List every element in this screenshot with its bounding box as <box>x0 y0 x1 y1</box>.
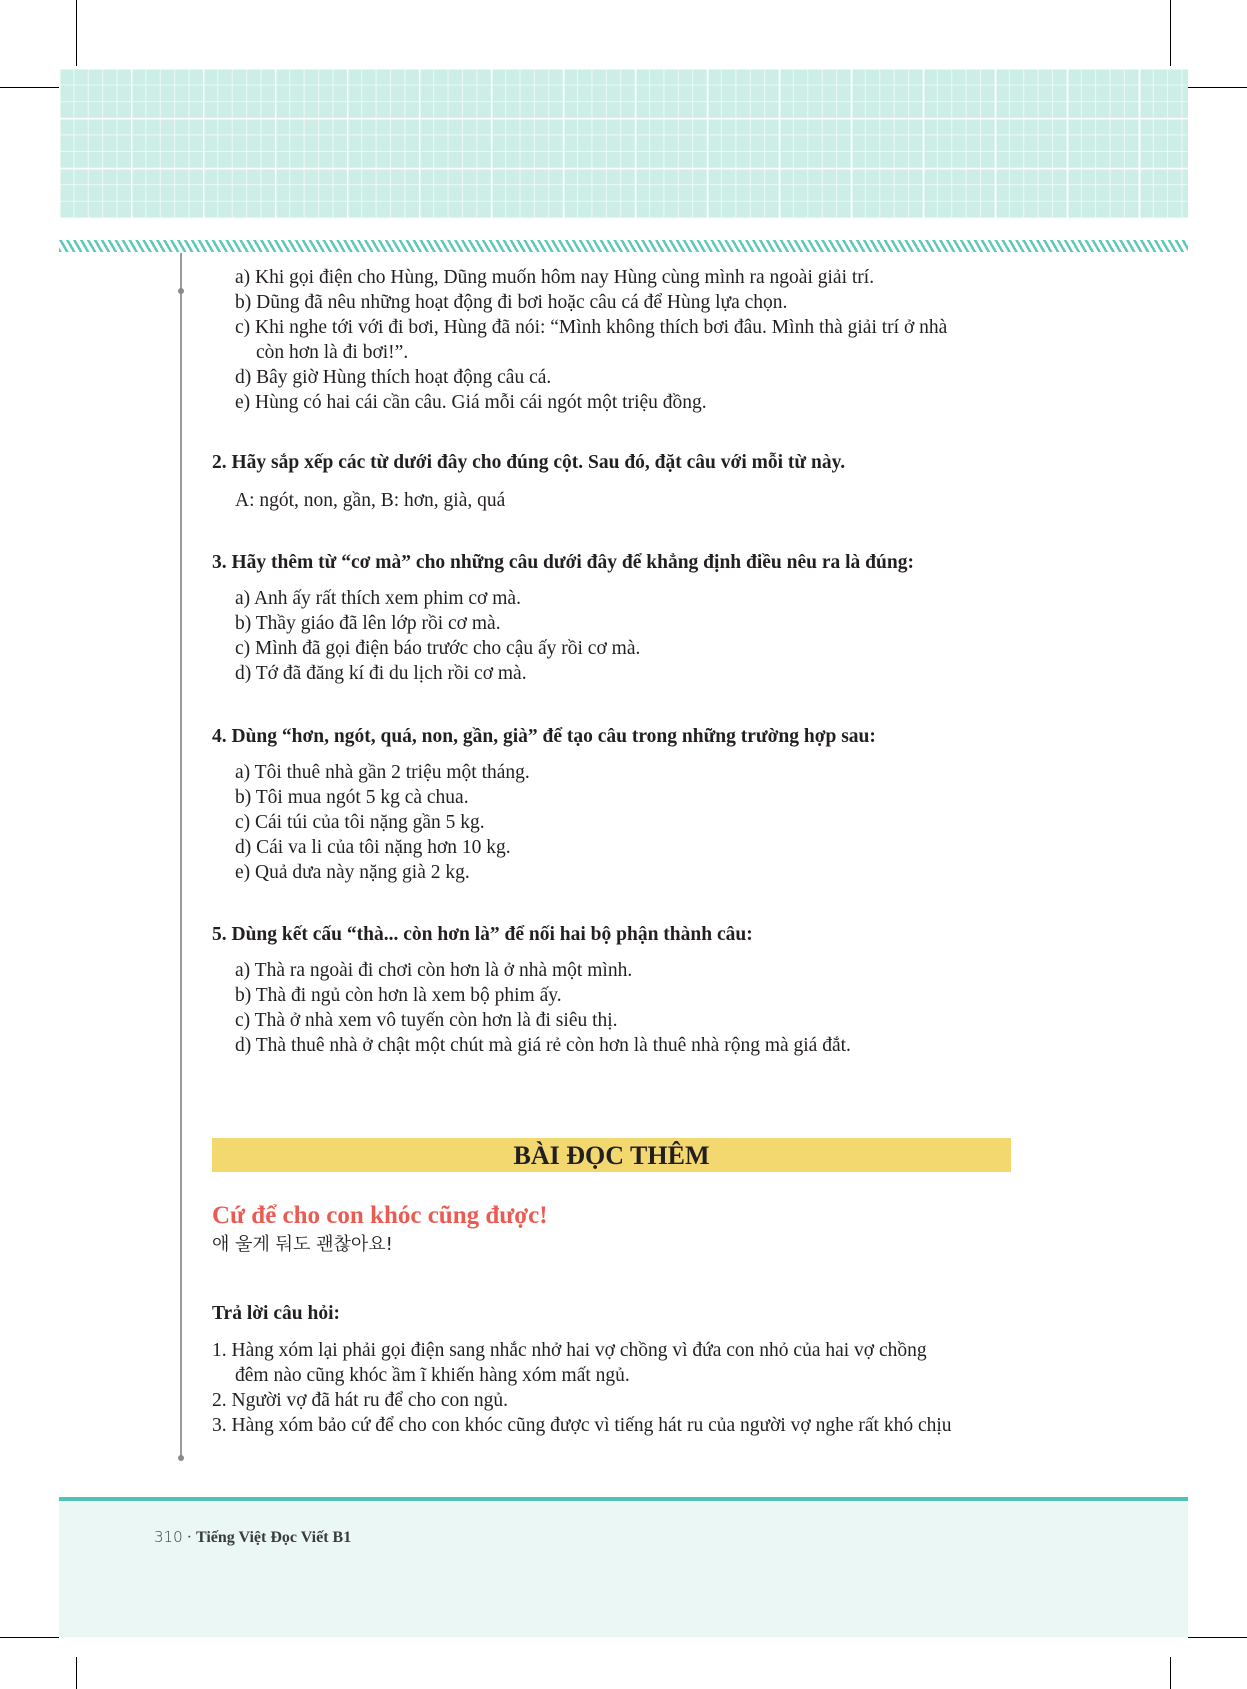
crop-mark <box>1188 87 1247 88</box>
list-item <box>212 1338 952 1388</box>
list-item <box>235 315 947 365</box>
list-item: c) Cái túi của tôi nặng gần 5 kg. <box>235 812 485 833</box>
list-item: d) Thà thuê nhà ở chật một chút mà giá rẻ còn hơn là thuê nhà rộng mà giá đắt. <box>235 1035 851 1056</box>
reading-banner: BÀI ĐỌC THÊM <box>212 1138 1011 1172</box>
exercise5-heading: 5. Dùng kết cấu “thà... còn hơn là” để nối hai bộ phận thành câu: <box>212 924 753 945</box>
reading-title-korean: 애 울게 둬도 괜찮아요! <box>212 1234 393 1255</box>
crop-mark <box>0 87 59 88</box>
list-item: a) Thà ra ngoài đi chơi còn hơn là ở nhà một mình. <box>235 960 633 981</box>
exercise4-items <box>235 760 530 885</box>
list-item: c) Mình đã gọi điện báo trước cho cậu ấy rồi cơ mà. <box>235 638 641 659</box>
crop-mark <box>1188 1637 1247 1638</box>
list-item: d) Tớ đã đăng kí đi du lịch rồi cơ mà. <box>235 663 527 684</box>
exercise1-items <box>235 265 947 415</box>
list-item: b) Thà đi ngủ còn hơn là xem bộ phim ấy. <box>235 985 562 1006</box>
list-item: 2. Người vợ đã hát ru để cho con ngủ. <box>212 1390 509 1411</box>
crop-mark <box>1170 1657 1171 1689</box>
header-hatch-stripe <box>59 240 1188 252</box>
exercise4-heading: 4. Dùng “hơn, ngót, quá, non, gần, già” để tạo câu trong những trường hợp sau: <box>212 726 876 747</box>
list-item: 3. Hàng xóm bảo cứ để cho con khóc cũng được vì tiếng hát ru của người vợ nghe rất khó chịu <box>212 1415 952 1436</box>
crop-mark <box>76 0 77 66</box>
exercise2-words: A: ngót, non, gần, B: hơn, già, quá <box>235 490 506 511</box>
reading-title: Cứ để cho con khóc cũng được! <box>212 1202 548 1229</box>
answers-list <box>212 1338 952 1438</box>
exercise2-heading: 2. Hãy sắp xếp các từ dưới đây cho đúng cột. Sau đó, đặt câu với mỗi từ này. <box>212 452 846 473</box>
list-item: b) Tôi mua ngót 5 kg cà chua. <box>235 787 469 808</box>
list-item-continuation: đêm nào cũng khóc ầm ĩ khiến hàng xóm mất ngủ. <box>235 1365 630 1386</box>
list-item: e) Hùng có hai cái cần câu. Giá mỗi cái ngót một triệu đồng. <box>235 392 707 413</box>
list-item: a) Anh ấy rất thích xem phim cơ mà. <box>235 588 521 609</box>
book-title: Tiếng Việt Đọc Viết B1 <box>195 1529 352 1546</box>
list-item: d) Bây giờ Hùng thích hoạt động câu cá. <box>235 367 552 388</box>
crop-mark <box>0 1637 59 1638</box>
list-item: c) Thà ở nhà xem vô tuyến còn hơn là đi siêu thị. <box>235 1010 618 1031</box>
questions-heading: Trả lời câu hỏi: <box>212 1303 340 1324</box>
margin-rule <box>180 253 182 1458</box>
list-item: a) Tôi thuê nhà gần 2 triệu một tháng. <box>235 762 530 783</box>
list-item: e) Quả dưa này nặng già 2 kg. <box>235 862 470 883</box>
list-item: b) Thầy giáo đã lên lớp rồi cơ mà. <box>235 613 501 634</box>
exercise5-items <box>235 958 851 1058</box>
margin-rule-dot-bottom <box>178 1455 184 1461</box>
page-number: 310 <box>154 1528 183 1546</box>
list-item: d) Cái va li của tôi nặng hơn 10 kg. <box>235 837 511 858</box>
exercise3-items <box>235 586 640 686</box>
crop-mark <box>1170 0 1171 66</box>
list-item-continuation: còn hơn là đi bơi!”. <box>256 342 409 363</box>
list-item-text: 1. Hàng xóm lại phải gọi điện sang nhắc nhở hai vợ chồng vì đứa con nhỏ của hai vợ chồng <box>212 1340 927 1361</box>
page-footer <box>59 1497 1188 1637</box>
list-item: b) Dũng đã nêu những hoạt động đi bơi hoặc câu cá để Hùng lựa chọn. <box>235 292 788 313</box>
header-grid-band <box>59 68 1188 218</box>
footer-separator: · <box>186 1529 192 1546</box>
crop-mark <box>76 1657 77 1689</box>
exercise3-heading: 3. Hãy thêm từ “cơ mà” cho những câu dưới đây để khẳng định điều nêu ra là đúng: <box>212 552 914 573</box>
margin-rule-dot-top <box>178 288 184 294</box>
footer-text <box>154 1526 351 1549</box>
list-item-text: c) Khi nghe tới với đi bơi, Hùng đã nói: “Mình không thích bơi đâu. Mình thà giải trí ở nhà <box>235 317 948 338</box>
list-item: a) Khi gọi điện cho Hùng, Dũng muốn hôm nay Hùng cùng mình ra ngoài giải trí. <box>235 267 875 288</box>
